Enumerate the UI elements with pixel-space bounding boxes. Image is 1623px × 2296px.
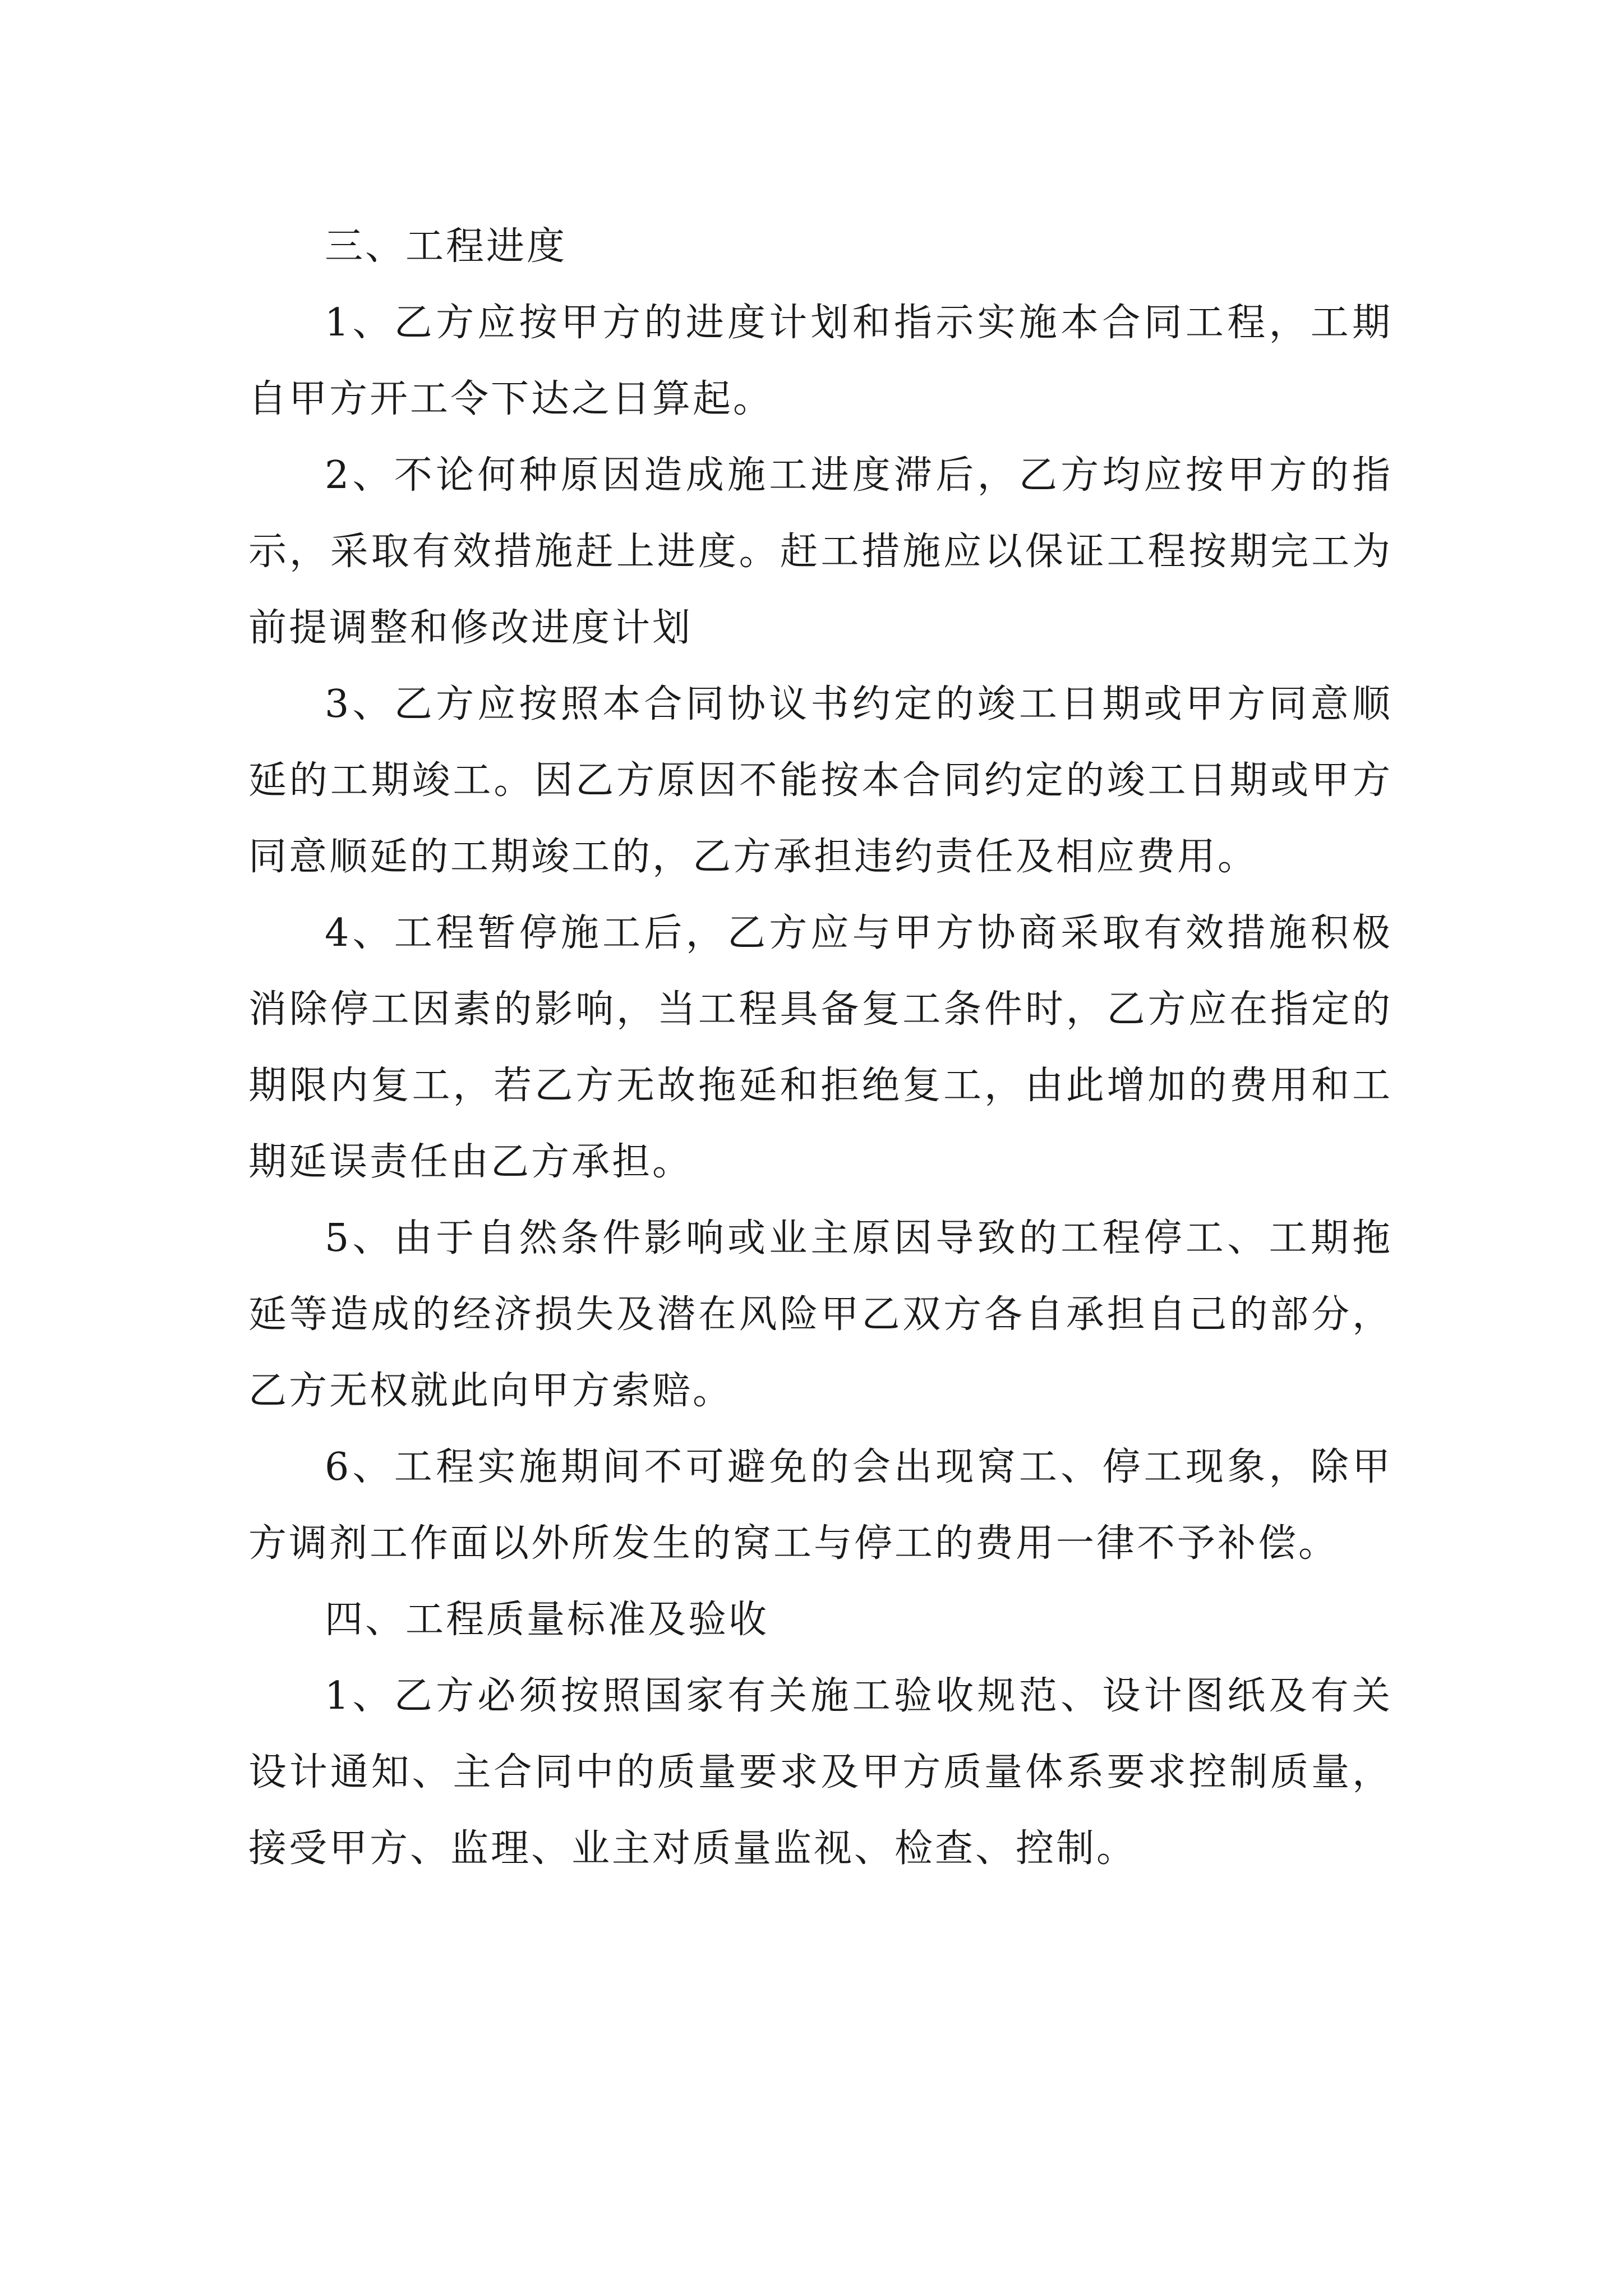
section-heading-progress: 三、工程进度 xyxy=(325,224,568,269)
clause-progress-4: 4、工程暂停施工后，乙方应与甲方协商采取有效措施积极消除停工因素的影响，当工程具备复工条件时，乙方应在指定的期限内复工，若乙方无故拖延和拒绝复工，由此增加的费用和工期延误责任由乙方承担。 xyxy=(248,911,1393,1184)
section-heading-quality: 四、工程质量标准及验收 xyxy=(325,1598,769,1642)
clause-progress-3: 3、乙方应按照本合同协议书约定的竣工日期或甲方同意顺延的工期竣工。因乙方原因不能按本合同约定的竣工日期或甲方同意顺延的工期竣工的，乙方承担违约责任及相应费用。 xyxy=(248,682,1393,879)
clause-quality-1: 1、乙方必须按照国家有关施工验收规范、设计图纸及有关设计通知、主合同中的质量要求及甲方质量体系要求控制质量，接受甲方、监理、业主对质量监视、检查、控制。 xyxy=(248,1674,1393,1871)
clause-progress-5: 5、由于自然条件影响或业主原因导致的工程停工、工期拖延等造成的经济损失及潜在风险甲乙双方各自承担自己的部分，乙方无权就此向甲方索赔。 xyxy=(248,1216,1393,1413)
clause-progress-6: 6、工程实施期间不可避免的会出现窝工、停工现象，除甲方调剂工作面以外所发生的窝工与停工的费用一律不予补偿。 xyxy=(248,1445,1393,1566)
document-body xyxy=(248,209,1393,1887)
clause-progress-1: 1、乙方应按甲方的进度计划和指示实施本合同工程，工期自甲方开工令下达之日算起。 xyxy=(248,301,1393,421)
clause-progress-2: 2、不论何种原因造成施工进度滞后，乙方均应按甲方的指示，采取有效措施赶上进度。赶工措施应以保证工程按期完工为前提调整和修改进度计划 xyxy=(248,453,1393,650)
